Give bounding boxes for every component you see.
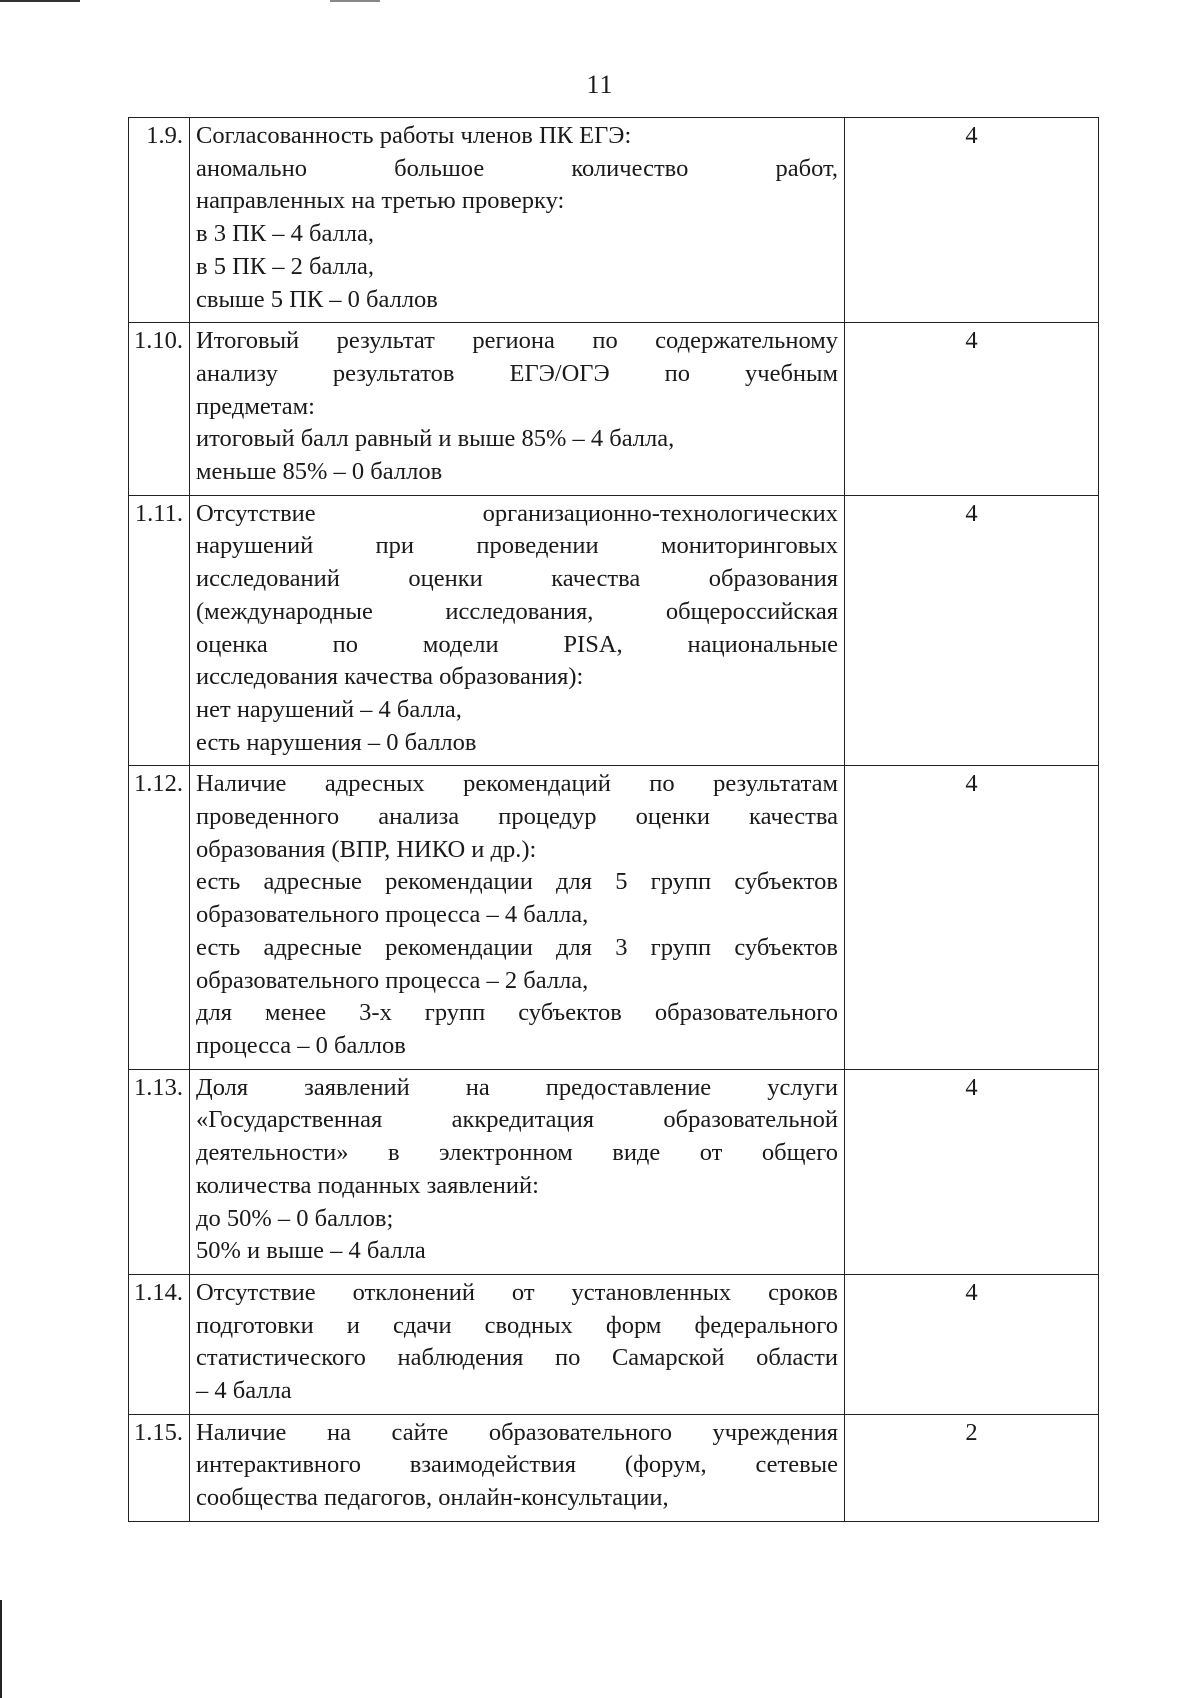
description-line: деятельности» в электронном виде от общего: [196, 1139, 838, 1167]
description-line: в 5 ПК – 2 балла,: [196, 252, 374, 280]
criterion-description: [190, 323, 845, 496]
criterion-number: 1.9.: [129, 118, 190, 323]
criterion-max-score: 4: [845, 118, 1099, 323]
description-line: исследований оценки качества образования: [196, 565, 838, 593]
description-line: меньше 85% – 0 баллов: [196, 458, 443, 486]
scan-edge-mark: [330, 0, 380, 2]
description-line: анализу результатов ЕГЭ/ОГЭ по учебным: [196, 359, 838, 387]
description-line: «Государственная аккредитация образовательной: [196, 1106, 838, 1134]
description-line: образовательного процесса – 2 балла,: [196, 966, 589, 994]
description-line: есть адресные рекомендации для 5 групп субъектов: [196, 868, 838, 896]
criterion-number: 1.13.: [129, 1069, 190, 1274]
description-line: для менее 3-х групп субъектов образовательного: [196, 999, 838, 1027]
description-line: направленных на третью проверку:: [196, 187, 565, 215]
criterion-number: 1.12.: [129, 766, 190, 1069]
criterion-number: 1.15.: [129, 1414, 190, 1521]
criterion-description: [190, 1274, 845, 1414]
criterion-description: [190, 1069, 845, 1274]
description-line: статистического наблюдения по Самарской области: [196, 1344, 838, 1372]
description-line: сообщества педагогов, онлайн-консультации,: [196, 1484, 669, 1512]
criterion-description: [190, 118, 845, 323]
description-line: Отсутствие организационно-технологических: [196, 499, 838, 527]
description-line: нарушений при проведении мониторинговых: [196, 532, 838, 560]
description-line: 50% и выше – 4 балла: [196, 1237, 426, 1265]
description-line: предметам:: [196, 392, 315, 420]
table-row: [129, 1274, 1099, 1414]
table-row: [129, 766, 1099, 1069]
description-line: до 50% – 0 баллов;: [196, 1204, 394, 1232]
table-row: [129, 323, 1099, 496]
description-line: аномально большое количество работ,: [196, 154, 838, 182]
criterion-number: 1.11.: [129, 495, 190, 766]
description-line: проведенного анализа процедур оценки качества: [196, 803, 838, 831]
description-line: Согласованность работы членов ПК ЕГЭ:: [196, 122, 632, 149]
description-line: Наличие адресных рекомендаций по результатам: [196, 770, 838, 798]
description-line: (международные исследования, общероссийская: [196, 597, 838, 625]
description-line: нет нарушений – 4 балла,: [196, 695, 462, 723]
description-line: процесса – 0 баллов: [196, 1031, 406, 1059]
table-row: [129, 1414, 1099, 1521]
description-line: итоговый балл равный и выше 85% – 4 балла,: [196, 425, 675, 453]
scan-edge-mark: [0, 1600, 2, 1698]
table-row: [129, 1069, 1099, 1274]
description-line: образовательного процесса – 4 балла,: [196, 901, 589, 929]
criterion-description: [190, 1414, 845, 1521]
description-line: образования (ВПР, НИКО и др.):: [196, 835, 537, 863]
description-line: – 4 балла: [196, 1377, 292, 1405]
criterion-description: [190, 495, 845, 766]
criterion-max-score: 4: [845, 495, 1099, 766]
description-line: подготовки и сдачи сводных форм федерального: [196, 1311, 838, 1339]
description-line: Наличие на сайте образовательного учреждения: [196, 1418, 838, 1446]
page-number: 11: [586, 70, 614, 99]
criterion-max-score: 2: [845, 1414, 1099, 1521]
criterion-number: 1.10.: [129, 323, 190, 496]
criterion-max-score: 4: [845, 1274, 1099, 1414]
description-line: есть нарушения – 0 баллов: [196, 728, 477, 756]
criterion-max-score: 4: [845, 323, 1099, 496]
criterion-number: 1.14.: [129, 1274, 190, 1414]
criterion-max-score: 4: [845, 766, 1099, 1069]
criterion-description: [190, 766, 845, 1069]
description-line: в 3 ПК – 4 балла,: [196, 220, 374, 248]
description-line: свыше 5 ПК – 0 баллов: [196, 285, 438, 313]
description-line: количества поданных заявлений:: [196, 1171, 539, 1199]
description-line: Отсутствие отклонений от установленных сроков: [196, 1278, 838, 1306]
description-line: Итоговый результат региона по содержательному: [196, 327, 838, 355]
description-line: есть адресные рекомендации для 3 групп субъектов: [196, 933, 838, 961]
description-line: интерактивного взаимодействия (форум, сетевые: [196, 1451, 838, 1479]
description-line: Доля заявлений на предоставление услуги: [196, 1073, 838, 1101]
table-row: [129, 495, 1099, 766]
scan-edge-mark: [0, 0, 80, 2]
criteria-table-body: [129, 118, 1099, 1522]
description-line: исследования качества образования):: [196, 663, 584, 691]
description-line: оценка по модели PISA, национальные: [196, 630, 838, 658]
criterion-max-score: 4: [845, 1069, 1099, 1274]
table-row: [129, 118, 1099, 323]
criteria-table: [128, 117, 1099, 1522]
